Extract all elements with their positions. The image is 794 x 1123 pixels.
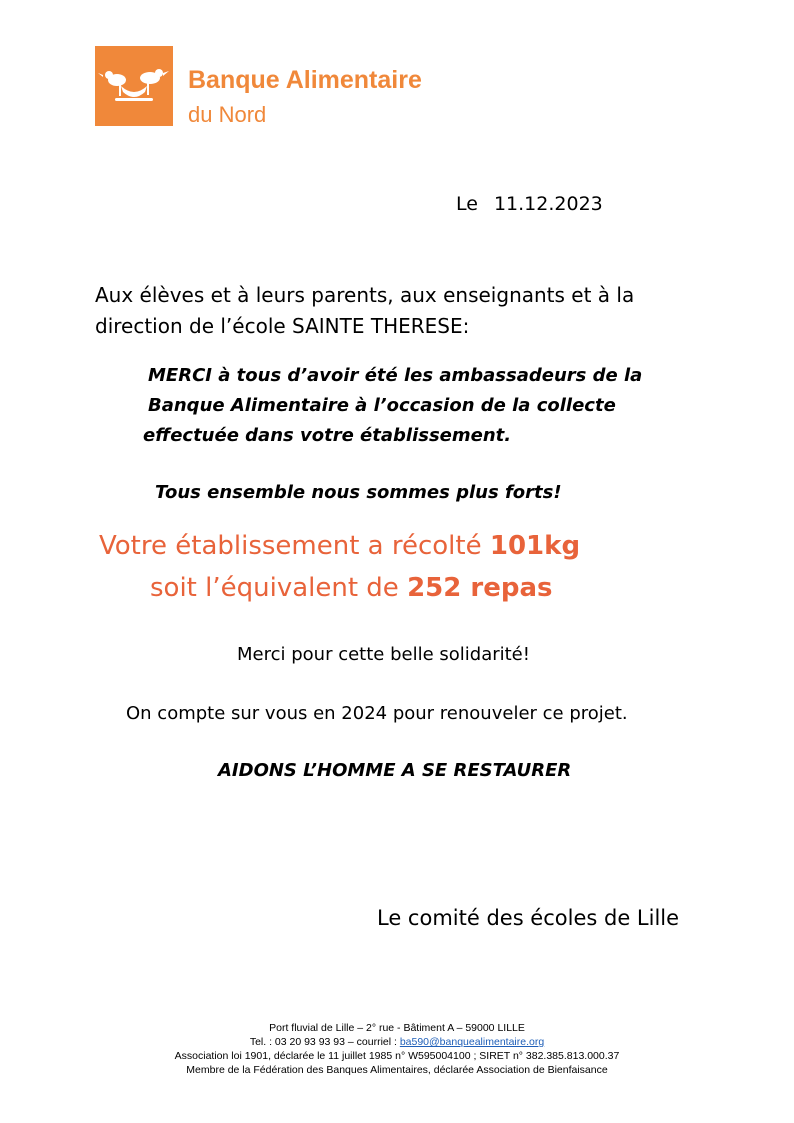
thanks-line-4: Tous ensemble nous sommes plus forts! <box>155 482 562 503</box>
date-prefix: Le <box>456 193 478 215</box>
signature: Le comité des écoles de Lille <box>377 906 680 930</box>
brand-name: Banque Alimentaire <box>188 66 422 94</box>
footer-membership: Membre de la Fédération des Banques Alimentaires, déclarée Association de Bienfaisance <box>186 1064 608 1076</box>
thanks-line-1: MERCI à tous d’avoir été les ambassadeurs de la <box>148 365 643 386</box>
result-prefix-2: soit l’équivalent de <box>150 573 399 603</box>
birds-feeding-icon <box>95 46 173 126</box>
closing-line-1: Merci pour cette belle solidarité! <box>237 644 530 665</box>
footer-contact <box>0 1035 794 1049</box>
footer-address: Port fluvial de Lille – 2° rue - Bâtiment A – 59000 LILLE <box>269 1022 525 1034</box>
result-prefix-1: Votre établissement a récolté <box>99 531 482 561</box>
result-weight: 101kg <box>489 531 581 561</box>
footer-legal: Association loi 1901, déclarée le 11 juillet 1985 n° W595004100 ; SIRET n° 382.385.813.000.37 <box>174 1050 620 1062</box>
letter-date <box>456 193 603 215</box>
result-line-1 <box>99 531 580 561</box>
recipients-line-2: direction de l’école SAINTE THERESE: <box>95 314 470 338</box>
date-value: 11.12.2023 <box>493 193 603 215</box>
thanks-line-2: Banque Alimentaire à l’occasion de la collecte <box>148 395 616 416</box>
result-meals: 252 repas <box>407 573 553 603</box>
closing-line-2: On compte sur vous en 2024 pour renouveler ce projet. <box>126 703 628 724</box>
footer-email-link[interactable]: ba590@banquealimentaire.org <box>399 1036 545 1048</box>
closing-slogan: AIDONS L’HOMME A SE RESTAURER <box>218 760 572 781</box>
thanks-line-3: effectuée dans votre établissement. <box>143 425 512 446</box>
logo <box>95 46 173 126</box>
brand-region: du Nord <box>188 102 267 127</box>
result-line-2 <box>150 573 553 603</box>
footer <box>0 1021 794 1077</box>
footer-contact-prefix: Tel. : 03 20 93 93 93 – courriel : <box>249 1036 397 1048</box>
recipients-line-1: Aux élèves et à leurs parents, aux enseignants et à la <box>95 283 635 307</box>
